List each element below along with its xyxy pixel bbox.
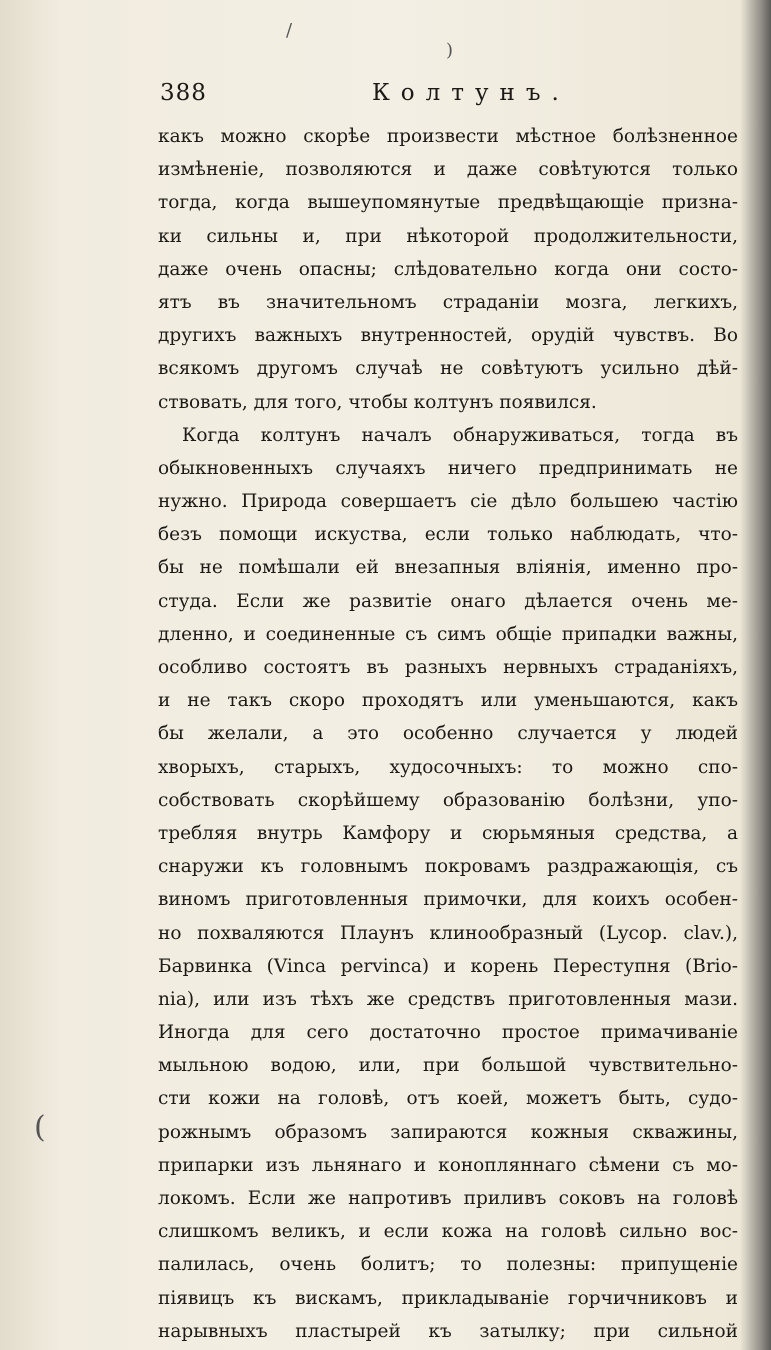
text-line: обыкновенныхъ случаяхъ ничего предпринимать не xyxy=(158,457,738,479)
text-line: мыльною водою, или, при большой чувствительно- xyxy=(158,1055,738,1077)
text-line: нужно. Природа совершаетъ сіе дѣло большею частію xyxy=(158,491,738,513)
text-line: собствовать скорѣйшему образованію болѣзни, упо- xyxy=(158,789,738,811)
text-line: другихъ важныхъ внутренностей, орудій чувствъ. Во xyxy=(158,325,738,347)
stray-mark: ) xyxy=(446,40,454,61)
text-line: Иногда для сего достаточно простое примачиваніе xyxy=(158,1022,738,1044)
text-line: локомъ. Если же напротивъ приливъ соковъ на головѣ xyxy=(158,1188,738,1209)
text-line: снаружи къ головнымъ покровамъ раздражающія, съ xyxy=(158,856,738,878)
text-line: ки сильны и, при нѣкоторой продолжительности, xyxy=(158,225,738,247)
text-line: какъ можно скорѣе произвести мѣстное болѣзненное xyxy=(158,126,738,147)
running-title: Колтунъ. xyxy=(372,80,570,106)
text-line: виномъ приготовленныя примочки, для коихъ особен- xyxy=(158,889,738,911)
text-line: рожнымъ образомъ запираются кожныя скважины, xyxy=(158,1121,738,1143)
body-text xyxy=(158,120,738,1348)
text-line: особливо состоятъ въ разныхъ нервныхъ страданіяхъ, xyxy=(158,657,738,678)
stray-mark: / xyxy=(286,20,293,41)
page-number: 388 xyxy=(160,80,207,106)
text-line: припарки изъ льнянаго и конопляннаго сѣмени съ мо- xyxy=(158,1154,738,1176)
text-line: Когда колтунъ началъ обнаруживаться, тогда въ xyxy=(182,424,738,446)
text-line: всякомъ другомъ случаѣ не совѣтуютъ усильно дѣй- xyxy=(158,358,738,380)
text-line: и не такъ скоро проходятъ или уменьшаются, какъ xyxy=(158,690,738,712)
text-line: измѣненіе, позволяются и даже совѣтуются только xyxy=(158,159,738,181)
text-line: требляя внутрь Камфору и сюрьмяныя средства, а xyxy=(158,822,738,844)
text-line: ствовать, для того, чтобы колтунъ появился. xyxy=(158,391,597,413)
text-line: сти кожи на головѣ, отъ коей, можетъ быть, судо- xyxy=(158,1088,738,1110)
text-line: хворыхъ, старыхъ, худосочныхъ: то можно спо- xyxy=(158,756,738,778)
text-line: студа. Если же развитіе онаго дѣлается очень ме- xyxy=(158,590,738,612)
text-line: піявицъ къ вискамъ, прикладываніе горчичниковъ и xyxy=(158,1287,738,1309)
text-line: дленно, и соединенные съ симъ общіе припадки важны, xyxy=(158,623,738,645)
text-line: палилась, очень болитъ; то полезны: припущеніе xyxy=(158,1254,738,1276)
text-line: бы желали, а это особенно случается у людей xyxy=(158,723,738,745)
text-line: слишкомъ великъ, и если кожа на головѣ сильно вос- xyxy=(158,1221,738,1243)
page-header xyxy=(150,80,750,120)
text-line: но похваляются Плаунъ клинообразный (Lycop. clav.), xyxy=(158,922,738,944)
text-line: нарывныхъ пластырей къ затылку; при сильной xyxy=(158,1320,738,1342)
text-line: Барвинка (Vinca pervinca) и корень Переступня (Brio- xyxy=(158,955,738,977)
text-line: ятъ въ значительномъ страданіи мозга, легкихъ, xyxy=(158,291,738,313)
text-line: бы не помѣшали ей внезапныя вліянія, именно про- xyxy=(158,557,738,579)
margin-bracket: ( xyxy=(34,1110,46,1145)
text-line: nia), или изъ тѣхъ же средствъ приготовленныя мази. xyxy=(158,988,738,1010)
text-line: тогда, когда вышеупомянутые предвѣщающіе призна- xyxy=(158,192,738,214)
text-line: даже очень опасны; слѣдовательно когда они состо- xyxy=(158,258,738,280)
text-line: безъ помощи искуства, если только наблюдать, что- xyxy=(158,524,738,546)
